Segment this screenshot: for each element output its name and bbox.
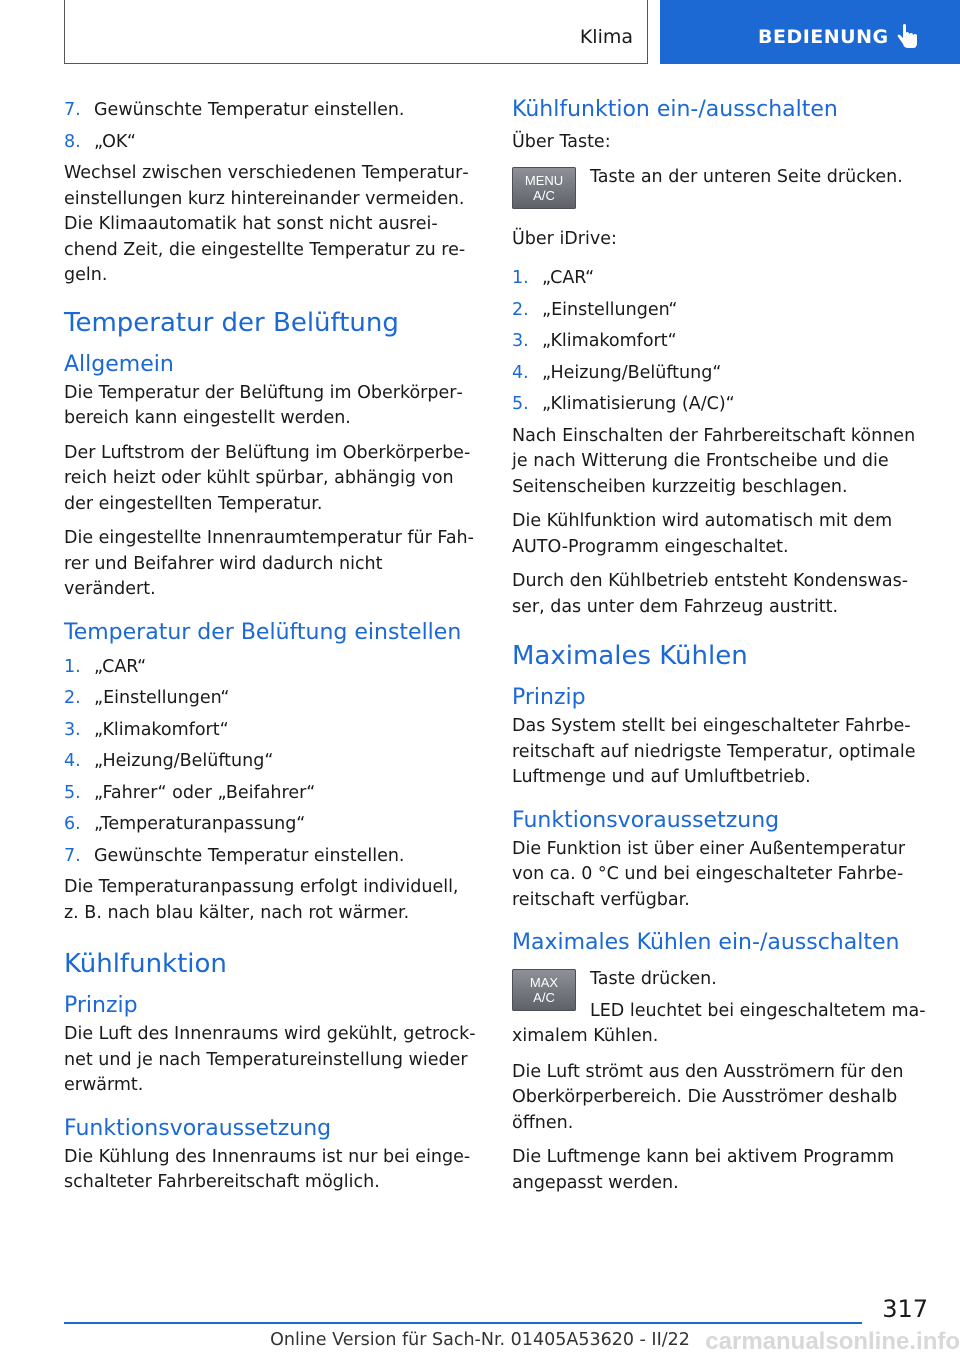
- paragraph-kondenswasser: Durch den Kühlbetrieb entsteht Kondenswasser, das unter dem Fahrzeug austritt.: [512, 571, 909, 617]
- paragraph-auto-programm: Die Kühlfunktion wird automatisch mit dem AUTO-Programm eingeschaltet.: [512, 511, 893, 557]
- heading-kuehlfunktion: Kühlfunktion: [64, 949, 227, 979]
- heading-maximales-kuehlen: Maximales Kühlen: [512, 641, 748, 671]
- list-item: 3. „Klimakomfort“: [512, 331, 677, 351]
- max-ac-key: MAX A/C: [512, 969, 576, 1011]
- paragraph-luft-stroemt: Die Luft strömt aus den Ausströmern für den Oberkörperbereich. Die Ausströmer deshalb öffnen.: [512, 1061, 904, 1133]
- header-section-title: Klima: [579, 26, 633, 48]
- list-item: 2. „Einstellungen“: [64, 688, 230, 708]
- header-section-box: [64, 0, 648, 64]
- list-item: 8. „OK“: [64, 131, 136, 152]
- steps-list-c: [512, 266, 928, 418]
- heading-kuehlfunktion-ein-aus: Kühlfunktion ein-/ausschalten: [512, 97, 838, 122]
- right-column: [512, 96, 928, 1205]
- list-item: 3. „Klimakomfort“: [64, 719, 229, 740]
- footer-divider: [64, 1322, 862, 1324]
- paragraph-taste-unten: Taste an der unteren Seite drücken.: [590, 166, 903, 187]
- list-item: 6. „Temperaturanpassung“: [64, 814, 306, 834]
- header-chapter-tab: [660, 0, 960, 64]
- list-item: 1. „CAR“: [64, 656, 147, 677]
- list-item: 7. Gewünschte Temperatur einstellen.: [64, 100, 405, 120]
- paragraph-funktionsvoraussetzung: Die Funktion ist über einer Außentemperatur von ca. 0 °C und bei eingeschalteter Fahrbereitschaft verfügbar.: [512, 838, 906, 910]
- paragraph-temperaturanpassung: Die Temperaturanpassung erfolgt individuell, z. B. nach blau kälter, nach rot wärmer.: [64, 877, 459, 923]
- paragraph-allgemein-1: Die Temperatur der Belüftung im Oberkörperbereich kann eingestellt werden.: [64, 382, 463, 428]
- heading-belueftung-einstellen: Temperatur der Belüftung einstellen: [64, 619, 462, 645]
- max-ac-key-row: [512, 967, 928, 1050]
- paragraph-prinzip: Das System stellt bei eingeschalteter Fahrbereitschaft auf niedrigste Temperatur, optimale Luftmenge und auf Umluftbetrieb.: [512, 716, 916, 787]
- list-item: 5. „Klimatisierung (A/C)“: [512, 394, 735, 414]
- heading-prinzip: Prinzip: [64, 993, 138, 1018]
- heading-max-kuehlen-ein-aus: Maximales Kühlen ein-/ausschalten: [512, 930, 900, 955]
- footer-online-version: Online Version für Sach-Nr. 01405A53620 - II/22: [270, 1330, 690, 1350]
- paragraph-wechsel: Wechsel zwischen verschiedenen Temperatureinstellungen kurz hintereinander vermeiden. Die Klimaautomatik hat sonst nicht ausreichend Zeit, die eingestellte Temperatur zu regeln.: [64, 163, 469, 285]
- heading-funktionsvoraussetzung: Funktionsvoraussetzung: [512, 807, 780, 833]
- page-number: 317: [882, 1295, 928, 1323]
- list-item: 2. „Einstellungen“: [512, 299, 678, 320]
- left-column: [64, 98, 476, 1205]
- list-item: 4. „Heizung/Belüftung“: [64, 751, 274, 771]
- paragraph-beschlagen: Nach Einschalten der Fahrbereitschaft können je nach Witterung die Frontscheibe und die Seitenscheiben kurzzeitig beschlagen.: [512, 425, 916, 497]
- paragraph-led: LED leuchtet bei eingeschaltetem maximalem Kühlen.: [512, 1000, 926, 1046]
- heading-funktionsvoraussetzung: Funktionsvoraussetzung: [64, 1115, 332, 1141]
- list-item: 1. „CAR“: [512, 268, 595, 288]
- menu-ac-key: MENU A/C: [512, 167, 576, 209]
- watermark: carmanualsonline.info: [705, 1328, 960, 1355]
- pointing-hand-icon: [896, 24, 918, 54]
- paragraph-funktionsvoraussetzung: Die Kühlung des Innenraums ist nur bei eingeschalteter Fahrbereitschaft möglich.: [64, 1146, 471, 1192]
- list-item: 5. „Fahrer“ oder „Beifahrer“: [64, 782, 316, 803]
- list-item: 4. „Heizung/Belüftung“: [512, 362, 722, 383]
- paragraph-ueber-taste: Über Taste:: [512, 132, 611, 152]
- menu-ac-key-row: [512, 165, 928, 217]
- steps-list-a: [64, 98, 476, 155]
- paragraph-allgemein-2: Der Luftstrom der Belüftung im Oberkörperbereich heizt oder kühlt spürbar, abhängig von der eingestellten Temperatur.: [64, 442, 471, 514]
- heading-prinzip: Prinzip: [512, 685, 586, 710]
- paragraph-allgemein-3: Die eingestellte Innenraumtemperatur für Fahrer und Beifahrer wird dadurch nicht verändert.: [64, 528, 474, 599]
- heading-allgemein: Allgemein: [64, 351, 174, 377]
- header-chapter-title: BEDIENUNG: [758, 26, 889, 48]
- paragraph-prinzip: Die Luft des Innenraums wird gekühlt, getrocknet und je nach Temperatureinstellung wieder erwärmt.: [64, 1024, 476, 1095]
- paragraph-ueber-idrive: Über iDrive:: [512, 228, 617, 249]
- steps-list-b: [64, 655, 476, 870]
- list-item: 7. Gewünschte Temperatur einstellen.: [64, 845, 405, 866]
- heading-temperatur-belueftung: Temperatur der Belüftung: [64, 307, 399, 338]
- paragraph-luftmenge: Die Luftmenge kann bei aktivem Programm angepasst werden.: [512, 1147, 895, 1193]
- paragraph-taste-druecken: Taste drücken.: [590, 969, 717, 989]
